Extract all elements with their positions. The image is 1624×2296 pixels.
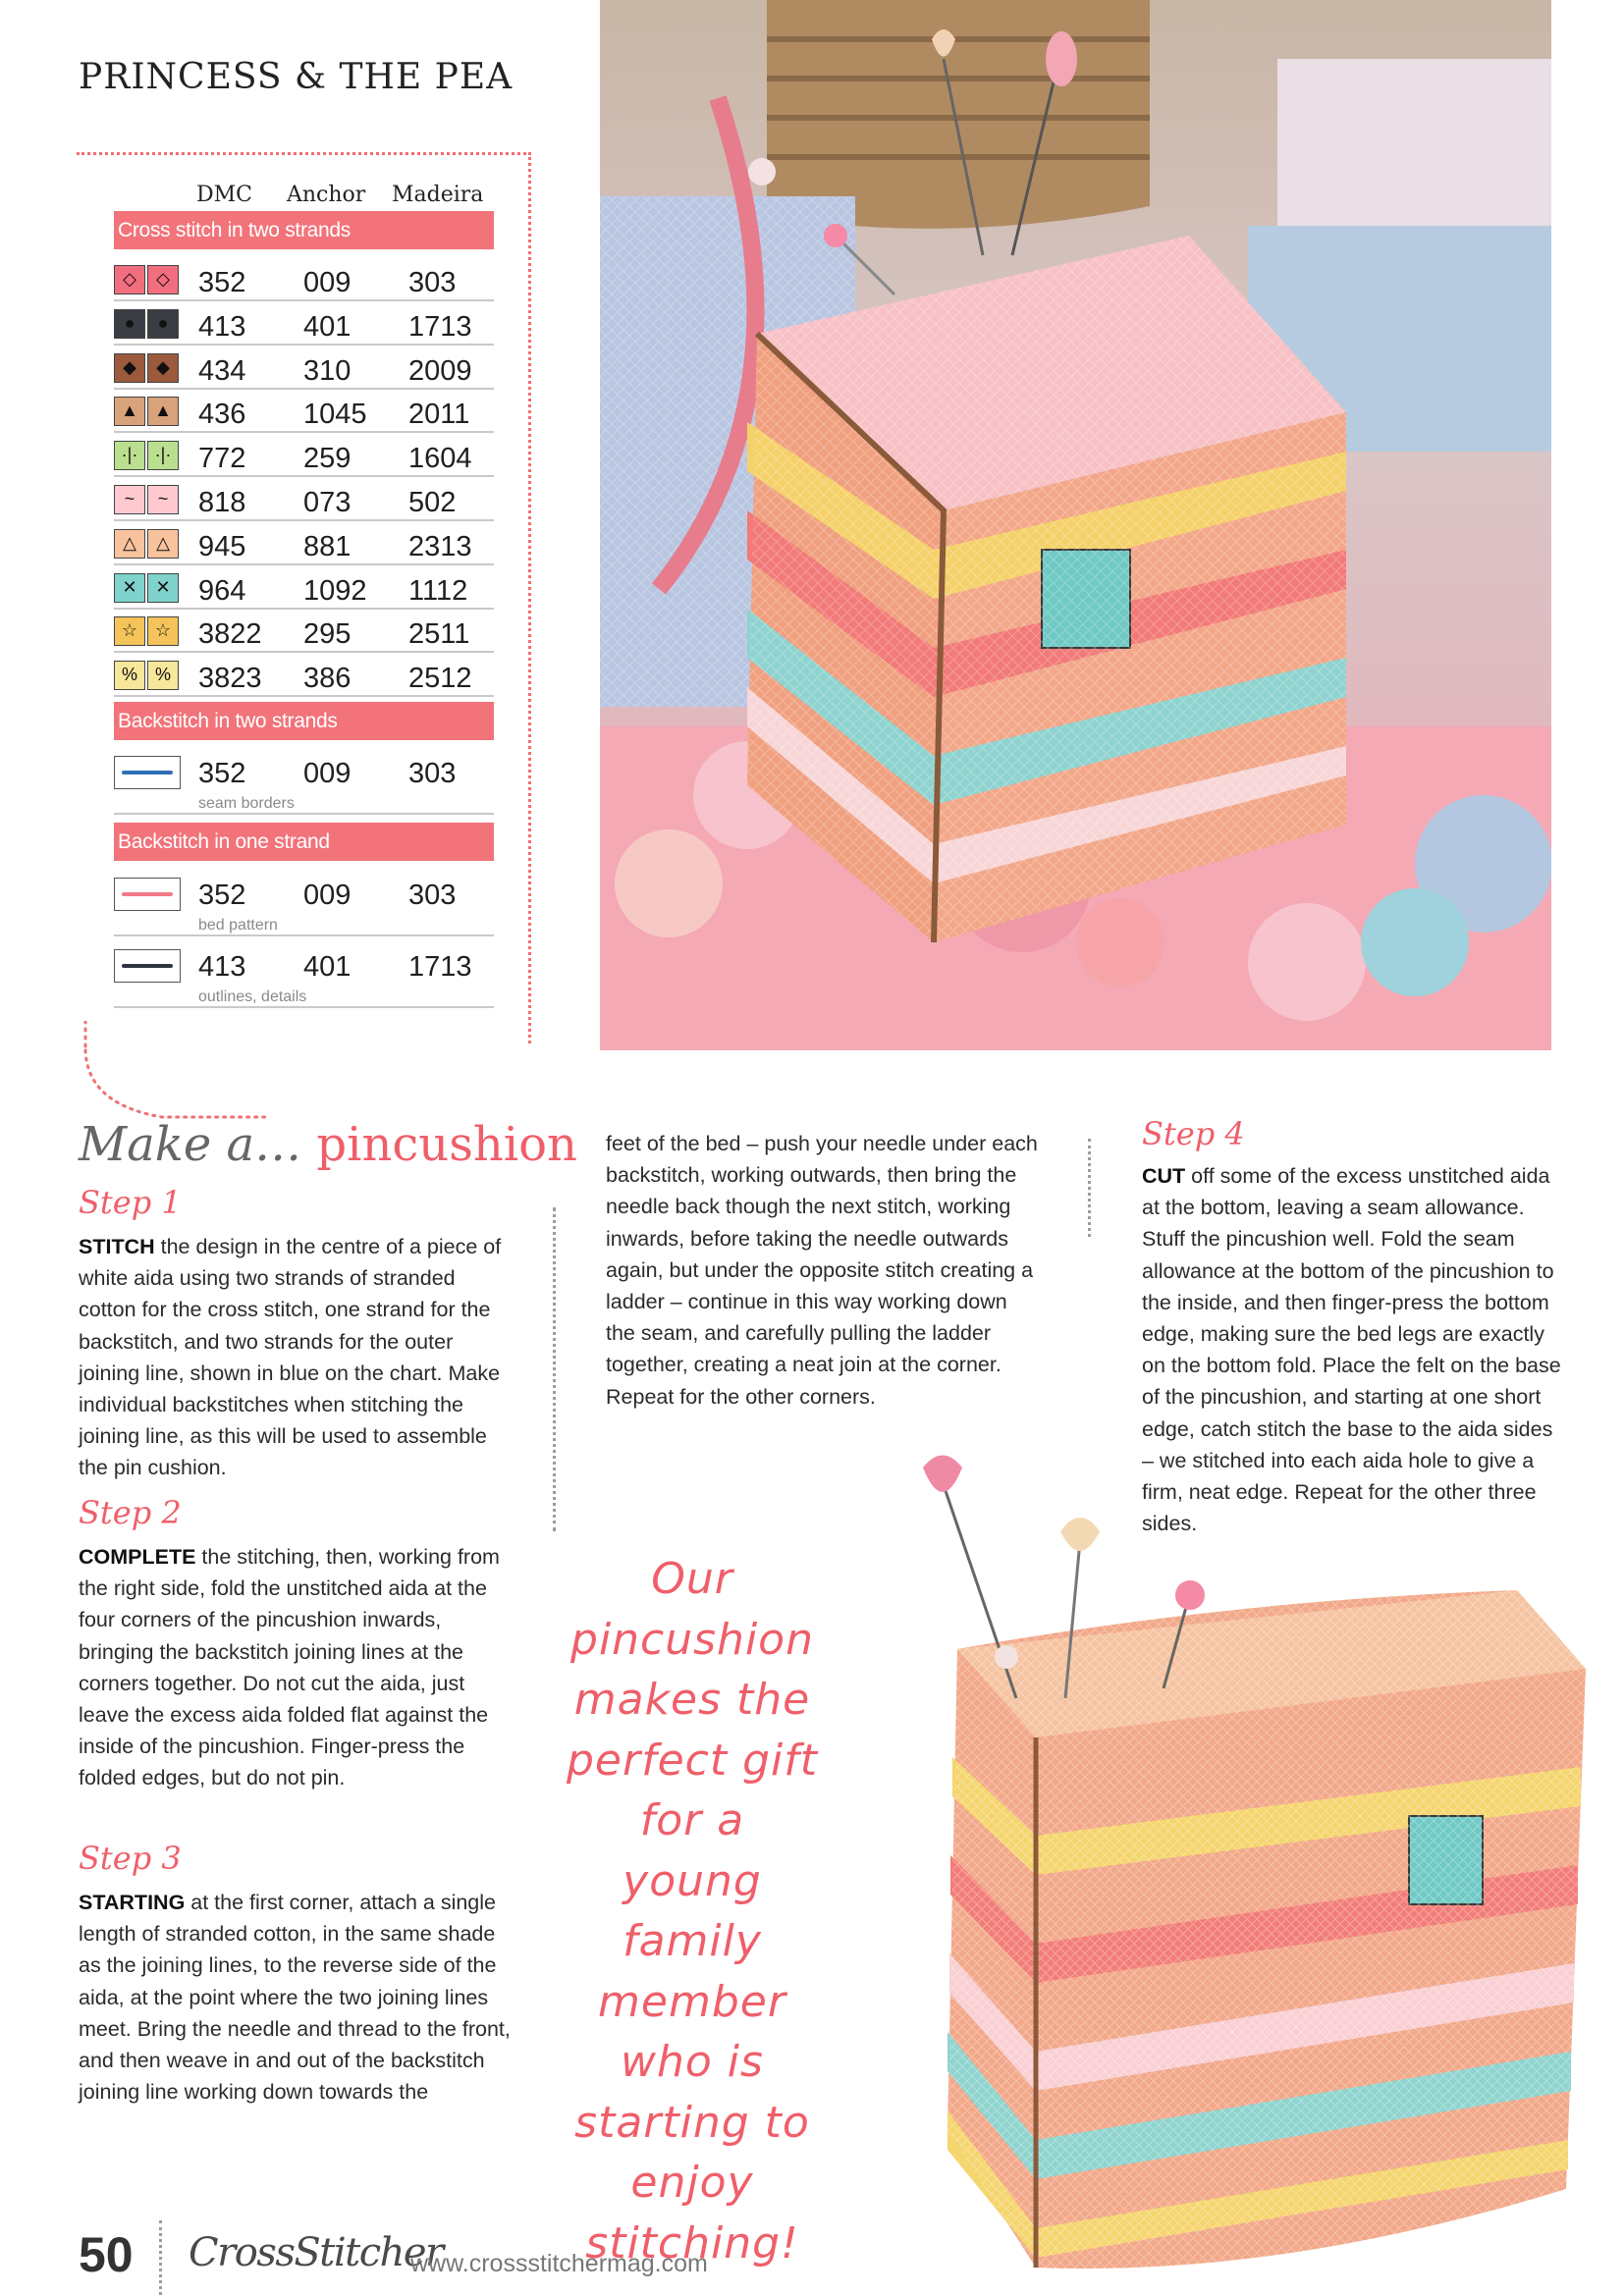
symbol-swatch: ~ — [114, 485, 145, 514]
dmc-value: 964 — [198, 574, 246, 607]
thread-row — [114, 301, 494, 346]
symbol-swatches — [114, 661, 181, 690]
dmc-value: 818 — [198, 487, 246, 518]
backstitch-row — [114, 939, 494, 1008]
step-body: CUT off some of the excess unstitched aida at the bottom, leaving a seam allowance. Stuff the pincushion well. Fold the seam allowance at the bottom of the pincushion to the inside, and then finger-press the bottom edge, making sure the bed legs are exactly on the bottom fold. Place the felt on the base of the pincushion, and starting at one short edge, catch stitch the base to the aida sides – we stitched into each aida hole to give a firm, neat edge. Repeat for the other three sides. — [1142, 1164, 1561, 1536]
symbol-swatches — [114, 573, 181, 603]
step-1 — [79, 1184, 511, 1484]
anchor-value: 009 — [303, 758, 352, 789]
dmc-value: 413 — [198, 951, 246, 983]
page-title: PRINCESS & THE PEA — [79, 57, 514, 97]
anchor-value: 881 — [303, 530, 352, 562]
step-title: Step 2 — [79, 1494, 182, 1531]
symbol-swatch: % — [147, 661, 179, 690]
pincushion-photo — [600, 0, 1551, 1050]
column-divider — [553, 1207, 556, 1531]
madeira-value: 2009 — [408, 354, 472, 387]
symbol-swatch: ·|· — [114, 441, 145, 470]
anchor-value: 1045 — [303, 399, 367, 431]
madeira-value: 502 — [408, 487, 457, 518]
dmc-value: 945 — [198, 530, 246, 562]
key-column-headers — [196, 183, 501, 212]
step-3-continued: feet of the bed – push your needle under each backstitch, working outwards, then bring the needle back though the next stitch, working inwards, before taking the needle outwards again, but under the opposite stitch creating a ladder – continue in this way working down the seam, and carefully pulling the ladder together, creating a neat join at the corner. Repeat for the other corners. — [606, 1132, 1038, 1409]
dmc-value: 434 — [198, 354, 246, 387]
anchor-value: 401 — [303, 951, 352, 983]
key-frame-curve — [74, 1021, 270, 1119]
step-2 — [79, 1494, 511, 1794]
thread-row — [114, 609, 494, 653]
pincushion-photo-2 — [839, 1443, 1605, 2296]
thread-row — [114, 433, 494, 477]
thread-row — [114, 346, 494, 390]
symbol-swatches — [114, 616, 181, 646]
backstitch-one-band: Backstitch in one strand — [114, 823, 494, 861]
thread-row — [114, 565, 494, 610]
anchor-value: 1092 — [303, 574, 367, 607]
step-body: STITCH the design in the centre of a piece of white aida using two strands of stranded cotton for the cross stitch, one strand for the backstitch, and two strands for the outer joining line, shown in blue on the chart. Make individual backstitches when stitching the joining line, as this will be used to assemble the pin cushion. — [79, 1235, 502, 1480]
thread-row — [114, 257, 494, 301]
madeira-value: 303 — [408, 758, 457, 789]
anchor-value: 401 — [303, 310, 352, 343]
symbol-swatches — [114, 441, 181, 470]
backstitch-row — [114, 868, 494, 936]
step-title: Step 1 — [79, 1184, 182, 1221]
footer-divider — [159, 2220, 162, 2295]
madeira-value: 2511 — [408, 618, 470, 651]
madeira-value: 2512 — [408, 663, 472, 695]
symbol-swatch: △ — [114, 529, 145, 559]
cross-stitch-band: Cross stitch in two strands — [114, 211, 494, 249]
thread-row — [114, 477, 494, 521]
usage-note: outlines, details — [198, 988, 307, 1005]
dmc-value: 772 — [198, 443, 246, 475]
symbol-swatch: ● — [147, 309, 179, 339]
symbol-swatch: ◇ — [114, 265, 145, 294]
usage-note: seam borders — [198, 795, 295, 812]
anchor-value: 073 — [303, 487, 352, 518]
website-url[interactable]: www.crossstitchermag.com — [410, 2250, 708, 2277]
col-madeira: Madeira — [392, 183, 484, 207]
dmc-value: 3823 — [198, 663, 262, 695]
symbol-swatches — [114, 529, 181, 559]
dmc-value: 352 — [198, 758, 246, 789]
madeira-value: 2011 — [408, 399, 470, 431]
madeira-value: 303 — [408, 267, 457, 298]
step-title: Step 4 — [1142, 1115, 1245, 1152]
thread-row — [114, 653, 494, 697]
dmc-value: 436 — [198, 399, 246, 431]
dmc-value: 352 — [198, 880, 246, 911]
symbol-swatch: △ — [147, 529, 179, 559]
symbol-swatch: ·|· — [147, 441, 179, 470]
backstitch-row — [114, 746, 494, 815]
symbol-swatch: ◆ — [147, 353, 179, 383]
brand-logo: CrossStitcher — [189, 2230, 443, 2275]
symbol-swatches — [114, 485, 181, 514]
symbol-swatch: ◆ — [114, 353, 145, 383]
symbol-swatches — [114, 265, 181, 294]
symbol-swatch: ~ — [147, 485, 179, 514]
madeira-value: 1112 — [408, 574, 468, 607]
thread-row — [114, 521, 494, 565]
madeira-value: 303 — [408, 880, 457, 911]
anchor-value: 295 — [303, 618, 352, 651]
anchor-value: 009 — [303, 880, 352, 911]
step-body: COMPLETE the stitching, then, working from the right side, fold the unstitched aida at the four corners of the pincushion inwards, bringing the backstitch joining lines at the corners together. Do not cut the aida, just leave the excess aida folded flat against the inside of the pincushion. Finger-press the folded edges, but do not pin. — [79, 1545, 500, 1790]
symbol-swatch: ◇ — [147, 265, 179, 294]
dmc-value: 413 — [198, 310, 246, 343]
make-heading — [79, 1117, 577, 1172]
page-number: 50 — [79, 2227, 134, 2282]
symbol-swatch: ☆ — [147, 616, 179, 646]
step-3 — [79, 1840, 511, 2108]
backstitch-two-band: Backstitch in two strands — [114, 702, 494, 740]
thread-row — [114, 389, 494, 433]
madeira-value: 2313 — [408, 530, 472, 562]
madeira-value: 1713 — [408, 310, 472, 343]
symbol-swatch: ✕ — [114, 573, 145, 603]
symbol-swatch: ☆ — [114, 616, 145, 646]
anchor-value: 259 — [303, 443, 352, 475]
symbol-swatch: ▲ — [114, 397, 145, 426]
pull-quote: Our pincushion makes the perfect gift for a young family member who is starting to enjoy stitching! — [567, 1554, 818, 2269]
dmc-value: 352 — [198, 267, 246, 298]
line-swatch — [114, 878, 181, 911]
symbol-swatch: ● — [114, 309, 145, 339]
heading-accent: pincushion — [316, 1117, 577, 1172]
col-anchor: Anchor — [287, 183, 366, 207]
madeira-value: 1604 — [408, 443, 472, 475]
step-body: STARTING at the first corner, attach a single length of stranded cotton, in the same shade as the joining lines, to the reverse side of the aida, at the point where the two joining lines meet. Bring the needle and thread to the front, and then weave in and out of the backstitch joining line working down towards the — [79, 1891, 511, 2105]
line-swatch — [114, 756, 181, 789]
dmc-value: 3822 — [198, 618, 262, 651]
symbol-swatches — [114, 353, 181, 383]
symbol-swatch: ✕ — [147, 573, 179, 603]
col-dmc: DMC — [196, 183, 252, 207]
line-swatch — [114, 949, 181, 983]
madeira-value: 1713 — [408, 951, 472, 983]
anchor-value: 009 — [303, 267, 352, 298]
usage-note: bed pattern — [198, 917, 278, 934]
symbol-swatch: ▲ — [147, 397, 179, 426]
column-divider — [1088, 1139, 1091, 1237]
heading-lead: Make a… — [79, 1117, 302, 1172]
symbol-swatch: % — [114, 661, 145, 690]
anchor-value: 386 — [303, 663, 352, 695]
symbol-swatches — [114, 309, 181, 339]
anchor-value: 310 — [303, 354, 352, 387]
step-title: Step 3 — [79, 1840, 182, 1877]
symbol-swatches — [114, 397, 181, 426]
